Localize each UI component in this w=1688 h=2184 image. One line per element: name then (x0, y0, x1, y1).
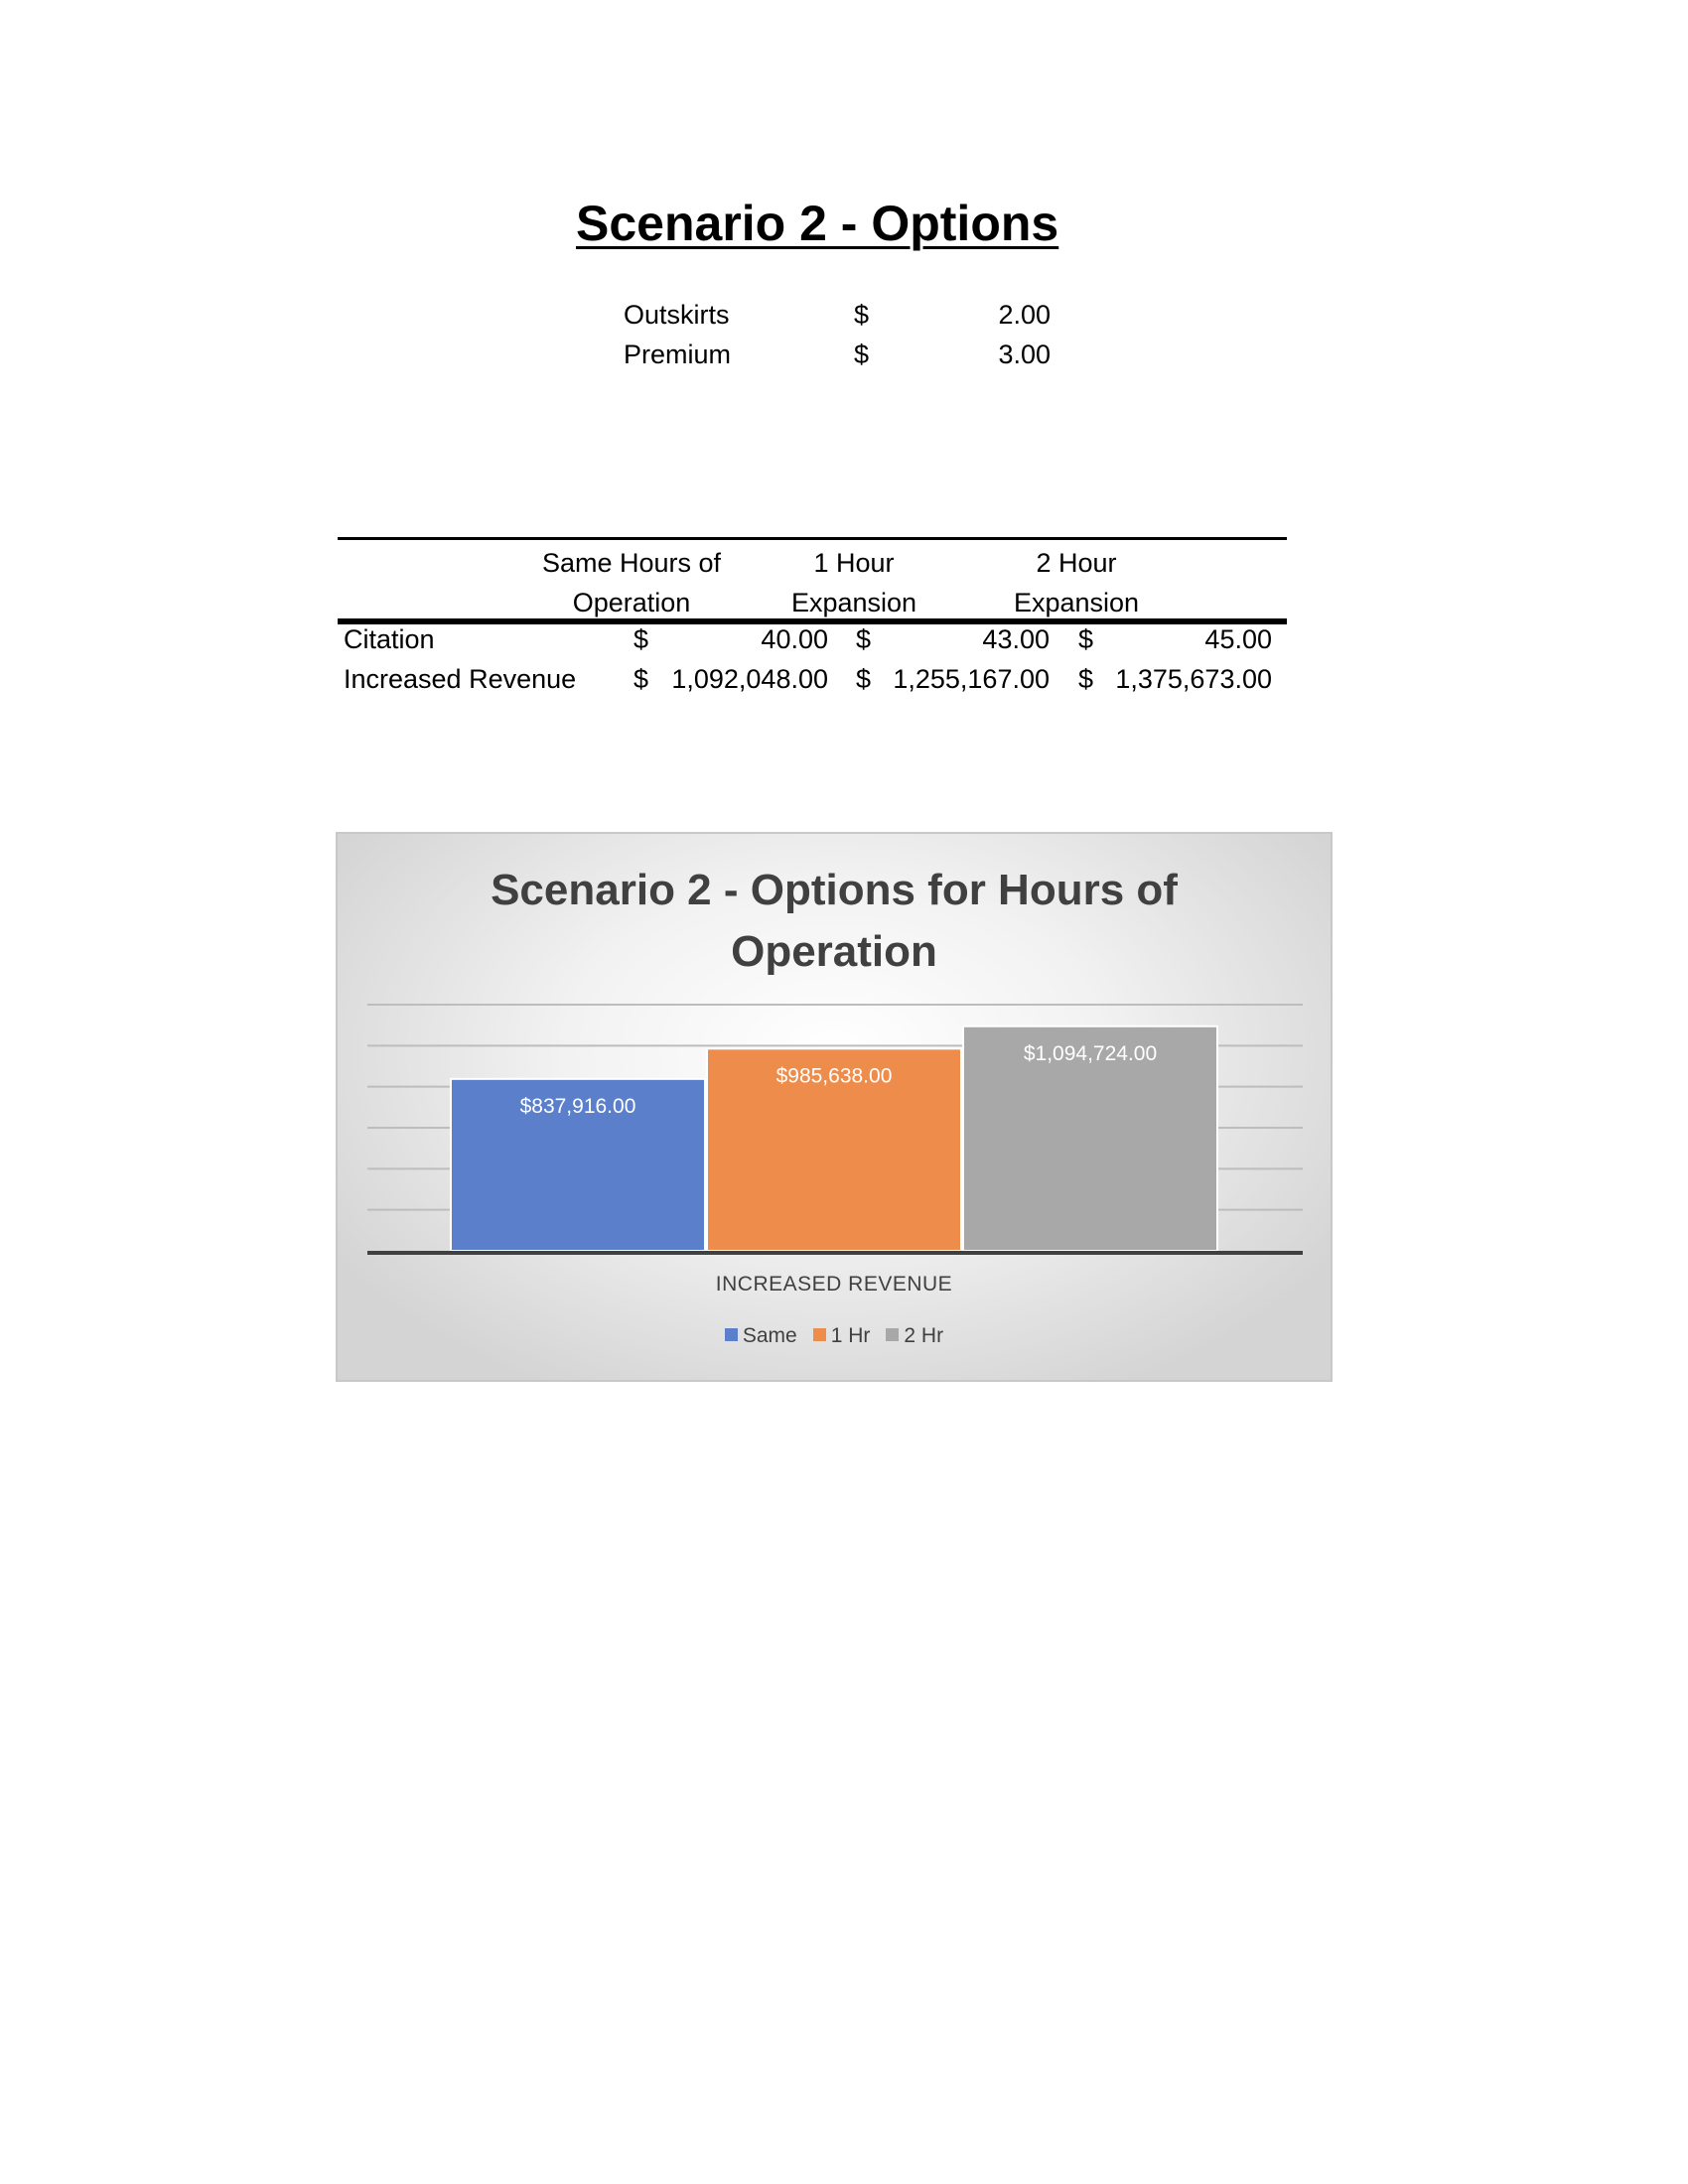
cell-value: 45.00 (1204, 624, 1272, 654)
legend-swatch (813, 1328, 826, 1341)
cell-value: 1,092,048.00 (671, 664, 828, 694)
rate-row-outskirts (624, 300, 1051, 340)
cell-value: 1,375,673.00 (1115, 664, 1272, 694)
column-header-same-hours: Same Hours of Operation (541, 548, 722, 617)
rate-label: Outskirts (624, 300, 730, 330)
column-header-1-hour: 1 Hour Expansion (790, 548, 917, 617)
legend-swatch (886, 1328, 899, 1341)
cell-value: 40.00 (761, 624, 828, 654)
chart-title: Scenario 2 - Options for Hours of Operation (491, 866, 1178, 976)
cell-currency: $ (856, 664, 872, 694)
legend-item (886, 1324, 943, 1348)
cell-currency: $ (856, 624, 872, 654)
legend-item (813, 1324, 871, 1348)
chart-data-label: $985,638.00 (775, 1064, 893, 1088)
rate-label: Premium (624, 340, 732, 369)
row-label: Increased Revenue (344, 664, 577, 694)
table-top-rule (338, 537, 1287, 540)
cell-currency: $ (633, 624, 649, 654)
cell-value: 43.00 (982, 624, 1050, 654)
legend-label: 1 Hr (830, 1324, 871, 1347)
legend-item (725, 1324, 797, 1348)
page-title: Scenario 2 - Options (576, 196, 1059, 251)
cell-currency: $ (1078, 624, 1094, 654)
chart-x-axis-label: INCREASED REVENUE (715, 1273, 953, 1296)
cell-currency: $ (633, 664, 649, 694)
cell-currency: $ (1078, 664, 1094, 694)
column-header-2-hour: 2 Hour Expansion (1013, 548, 1140, 617)
chart-plot-area (338, 834, 1331, 1380)
rate-value: 3.00 (998, 340, 1051, 369)
chart-legend (338, 1324, 1331, 1348)
legend-label: Same (742, 1324, 797, 1347)
chart-data-label: $837,916.00 (519, 1094, 636, 1118)
row-label: Citation (344, 624, 435, 654)
rate-value: 2.00 (998, 300, 1051, 330)
rate-currency: $ (854, 340, 870, 369)
cell-value: 1,255,167.00 (893, 664, 1050, 694)
legend-label: 2 Hr (904, 1324, 944, 1347)
chart-panel (336, 832, 1333, 1382)
rate-currency: $ (854, 300, 870, 330)
rate-row-premium (624, 340, 1051, 379)
chart-data-label: $1,094,724.00 (1023, 1041, 1158, 1065)
legend-swatch (725, 1328, 738, 1341)
